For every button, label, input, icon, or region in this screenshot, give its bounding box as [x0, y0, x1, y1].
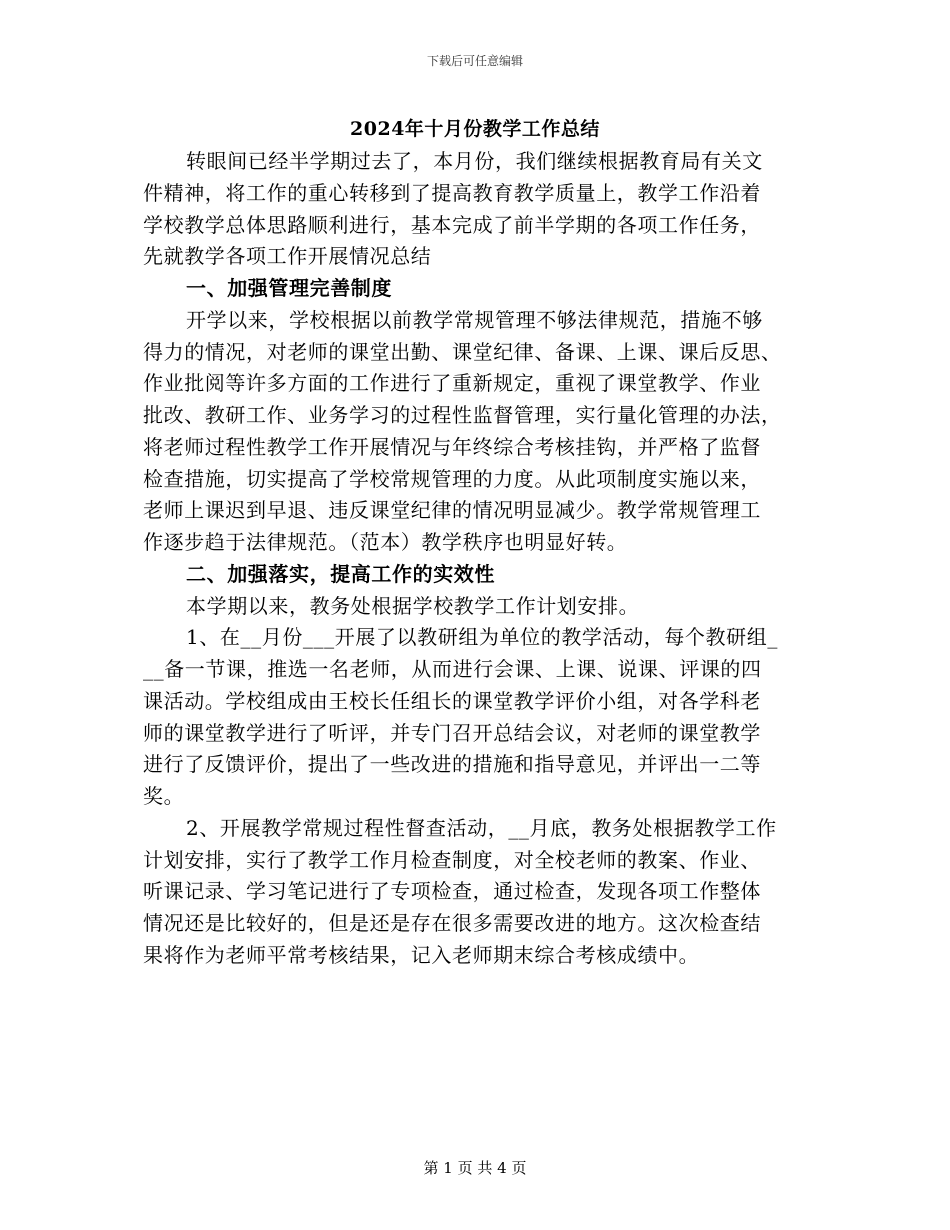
paragraph-line: 将老师过程性教学工作开展情况与年终综合考核挂钩，并严格了监督 [143, 434, 761, 459]
paragraph-line: 师的课堂教学进行了听评，并专门召开总结会议，对老师的课堂教学 [143, 720, 761, 745]
section-heading: 一、加强管理完善制度 [186, 276, 392, 300]
paragraph-line: 转眼间已经半学期过去了，本月份，我们继续根据教育局有关文 [186, 149, 763, 173]
section-heading: 二、加强落实，提高工作的实效性 [186, 561, 495, 586]
paragraph-line: 听课记录、学习笔记进行了专项检查，通过检查，发现各项工作整体 [143, 879, 761, 904]
paragraph-line: 老师上课迟到早退、违反课堂纪律的情况明显减少。教学常规管理工 [143, 498, 761, 523]
paragraph-line: 本学期以来，教务处根据学校教学工作计划安排。 [186, 593, 640, 618]
paragraph-line: 1、在__月份___开展了以教研组为单位的教学活动，每个教研组_ [186, 625, 778, 650]
page-number: 第 1 页 共 4 页 [423, 1159, 527, 1177]
document-title: 2024年十月份教学工作总结 [350, 118, 600, 140]
paragraph-line: 果将作为老师平常考核结果，记入老师期末综合考核成绩中。 [143, 942, 700, 967]
paragraph-line: 学校教学总体思路顺利进行，基本完成了前半学期的各项工作任务， [143, 212, 761, 237]
paragraph-line: 课活动。学校组成由王校长任组长的课堂教学评价小组，对各学科老 [143, 688, 761, 713]
paragraph-line: 作逐步趋于法律规范。（范本）教学秩序也明显好转。 [143, 530, 628, 554]
paragraph-line: 奖。 [143, 784, 185, 808]
paragraph-line: 作业批阅等许多方面的工作进行了重新规定，重视了课堂教学、作业 [143, 371, 761, 396]
paragraph-line: 得力的情况，对老师的课堂出勤、课堂纪律、备课、上课、课后反思、 [143, 339, 782, 364]
paragraph-line: 情况还是比较好的，但是还是存在很多需要改进的地方。这次检查结 [143, 911, 761, 935]
document-body [143, 146, 808, 972]
paragraph-line: 检查措施，切实提高了学校常规管理的力度。从此项制度实施以来， [143, 466, 761, 491]
paragraph-line: 计划安排，实行了教学工作月检查制度，对全校老师的教案、作业、 [143, 847, 761, 872]
paragraph-line: 2、开展教学常规过程性督查活动，__月底，教务处根据教学工作 [186, 815, 777, 840]
paragraph-line: 批改、教研工作、业务学习的过程性监督管理，实行量化管理的办法， [143, 403, 782, 427]
paragraph-line: 件精神，将工作的重心转移到了提高教育教学质量上，教学工作沿着 [143, 180, 761, 205]
paragraph-line: __备一节课，推选一名老师，从而进行会课、上课、说课、评课的四 [143, 657, 762, 681]
paragraph-line: 先就教学各项工作开展情况总结 [143, 244, 432, 269]
page-header-note: 下载后可任意编辑 [426, 54, 523, 68]
paragraph-line: 开学以来，学校根据以前教学常规管理不够法律规范，措施不够 [186, 307, 763, 332]
paragraph-line: 进行了反馈评价，提出了一些改进的措施和指导意见，并评出一二等 [143, 752, 761, 777]
